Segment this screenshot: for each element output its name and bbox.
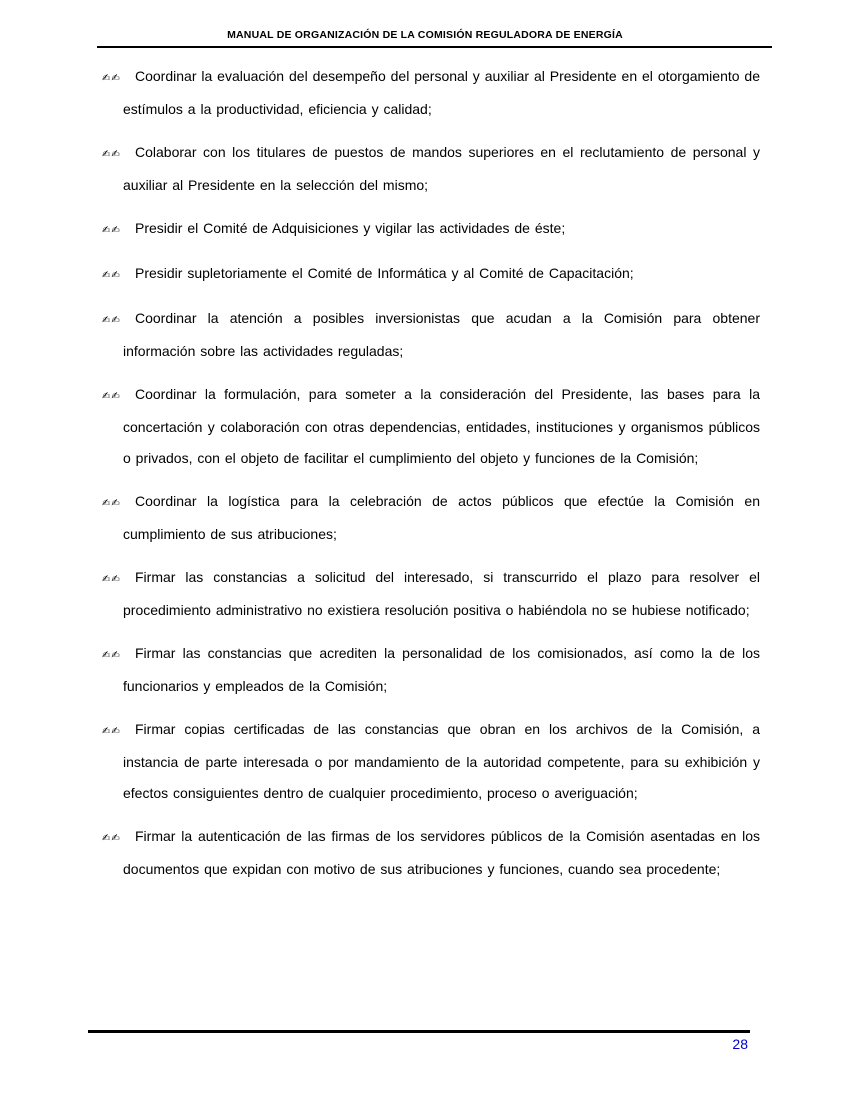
list-item	[102, 137, 760, 201]
page-number: 28	[732, 1036, 748, 1052]
list-item	[102, 258, 760, 291]
list-item	[102, 486, 760, 550]
paragraph-text: Coordinar la formulación, para someter a la consideración del Presidente, las bases para la concertación y colaboración con otras dependencias, entidades, instituciones y organismos públicos o privados, con el objeto de facilitar el cumplimiento del objeto y funciones de la Comisión;	[123, 386, 760, 466]
paragraph-text: Firmar las constancias que acrediten la personalidad de los comisionados, así como la de los funcionarios y empleados de la Comisión;	[123, 645, 760, 694]
pen-bullet-icon: ✍✍	[102, 391, 121, 402]
footer-rule	[88, 1030, 750, 1033]
pen-bullet-icon: ✍✍	[102, 833, 121, 844]
header-rule	[97, 46, 772, 48]
pen-bullet-icon: ✍✍	[102, 149, 121, 160]
pen-bullet-icon: ✍✍	[102, 73, 121, 84]
list-item	[102, 303, 760, 367]
list-item	[102, 821, 760, 885]
paragraph-text: Firmar las constancias a solicitud del interesado, si transcurrido el plazo para resolver el procedimiento administrativo no existiera resolución positiva o habiéndola no se hubiese notificado;	[123, 569, 760, 618]
list-item	[102, 379, 760, 474]
header-title: MANUAL DE ORGANIZACIÓN DE LA COMISIÓN REGULADORA DE ENERGÍA	[227, 29, 623, 41]
paragraph-text: Coordinar la atención a posibles inversionistas que acudan a la Comisión para obtener información sobre las actividades reguladas;	[123, 310, 760, 359]
pen-bullet-icon: ✍✍	[102, 270, 121, 281]
pen-bullet-icon: ✍✍	[102, 225, 121, 236]
list-item	[102, 638, 760, 702]
list-item	[102, 213, 760, 246]
pen-bullet-icon: ✍✍	[102, 726, 121, 737]
paragraph-text: Colaborar con los titulares de puestos de mandos superiores en el reclutamiento de personal y auxiliar al Presidente en la selección del mismo;	[123, 144, 760, 193]
list-item	[102, 61, 760, 125]
pen-bullet-icon: ✍✍	[102, 315, 121, 326]
paragraph-text: Presidir el Comité de Adquisiciones y vigilar las actividades de éste;	[135, 220, 566, 236]
pen-bullet-icon: ✍✍	[102, 650, 121, 661]
paragraph-text: Coordinar la evaluación del desempeño del personal y auxiliar al Presidente en el otorgamiento de estímulos a la productividad, eficiencia y calidad;	[123, 68, 760, 117]
paragraph-text: Firmar copias certificadas de las constancias que obran en los archivos de la Comisión, a instancia de parte interesada o por mandamiento de la autoridad competente, para su exhibición y efectos consiguientes dentro de cualquier procedimiento, proceso o averiguación;	[123, 721, 760, 801]
bullet-list	[0, 61, 850, 885]
paragraph-text: Coordinar la logística para la celebración de actos públicos que efectúe la Comisión en cumplimiento de sus atribuciones;	[123, 493, 760, 542]
paragraph-text: Presidir supletoriamente el Comité de Informática y al Comité de Capacitación;	[135, 265, 634, 281]
list-item	[102, 562, 760, 626]
paragraph-text: Firmar la autenticación de las firmas de los servidores públicos de la Comisión asentadas en los documentos que expidan con motivo de sus atribuciones y funciones, cuando sea procedente;	[123, 828, 760, 877]
list-item	[102, 714, 760, 809]
pen-bullet-icon: ✍✍	[102, 574, 121, 585]
pen-bullet-icon: ✍✍	[102, 498, 121, 509]
